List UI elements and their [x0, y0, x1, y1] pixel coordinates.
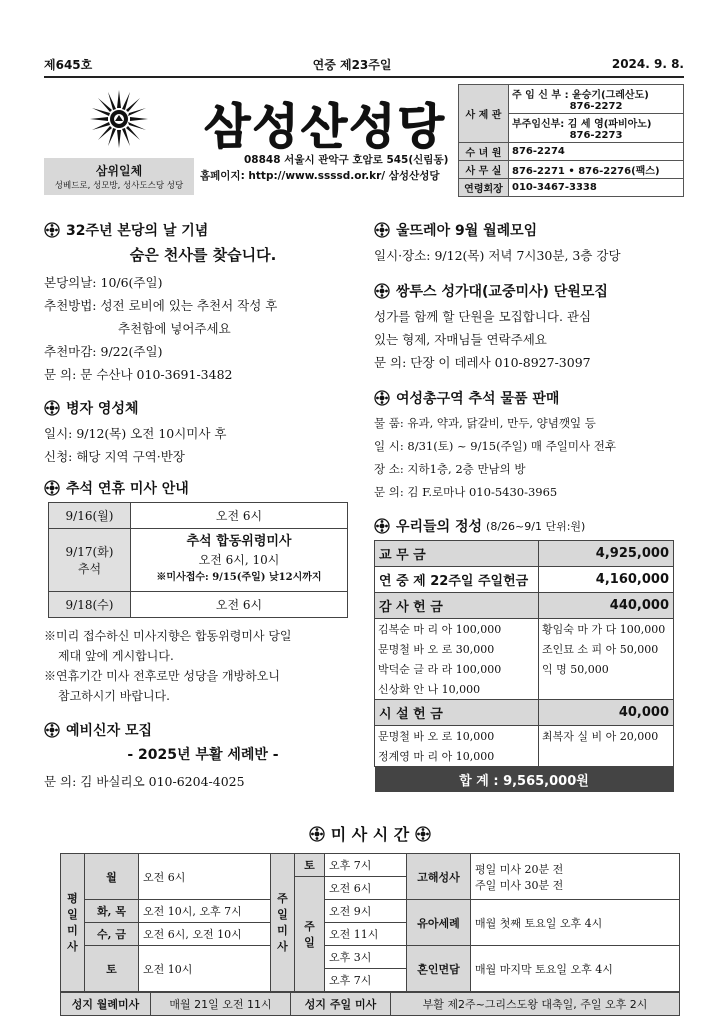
day-time: 오전 6시, 오전 10시 [139, 923, 271, 946]
motto-box [44, 158, 194, 195]
donor-entry: 문명철 바 오 로 30,000 [375, 639, 539, 659]
chuseok-title: 추석 연휴 미사 안내 [66, 481, 189, 497]
day-time: 오후 7시 [325, 969, 407, 992]
donor-entry: 최복자 실 비 아 20,000 [539, 726, 674, 747]
mass-times-table [60, 853, 680, 992]
shrine-sunday-label: 성지 주일 미사 [291, 993, 391, 1016]
office-label: 사 무 실 [459, 161, 509, 179]
marriage-interview-label: 혼인면담 [407, 946, 471, 992]
chuseok-memorial-mass [131, 529, 348, 592]
memorial-mass-deadline: ※미사접수: 9/15(주일) 낮12시까지 [156, 572, 322, 583]
anniversary-title: 32주년 본당의 날 기념 [66, 223, 209, 239]
flower-bullet-icon [44, 222, 60, 238]
offering-period: (8/26~9/1 단위:원) [486, 520, 586, 533]
day-time: 오후 7시 [325, 854, 407, 877]
anniversary-heading [44, 220, 362, 240]
table-row [375, 619, 674, 640]
day-label: 주일 [295, 877, 325, 992]
memorial-mass-times: 오전 6시, 10시 [198, 553, 280, 567]
offering-table [374, 540, 674, 792]
shrine-sunday-time: 부활 제2주~그리스도왕 대축일, 주일 오후 2시 [391, 993, 680, 1016]
sick-apply: 신청: 해당 지역 구역·반장 [44, 449, 185, 464]
anniversary-date: 본당의날: 10/6(주일) [44, 275, 163, 290]
day-label: 월 [85, 854, 139, 900]
offering-row-label: 연 중 제 22주일 주일헌금 [375, 567, 539, 593]
weekday-mass-label: 평일미사 [61, 854, 85, 992]
funeral-council-label: 연령회장 [459, 179, 509, 197]
flower-bullet-icon [44, 480, 60, 496]
left-column [44, 220, 362, 793]
chuseok-date: 9/18(수) [49, 592, 131, 618]
infant-baptism-label: 유아세례 [407, 900, 471, 946]
choir-heading [374, 281, 684, 301]
mass-times-section [60, 822, 680, 1016]
masthead [44, 84, 684, 195]
flower-bullet-icon [44, 722, 60, 738]
choir-line-1: 성가를 함께 할 단원을 모집합니다. 관심 [374, 309, 592, 324]
chuseok-note-1: ※미리 접수하신 미사지향은 합동위령미사 당일 제대 앞에 게시합니다. [44, 629, 292, 663]
convent-phone: 876-2274 [509, 143, 684, 161]
day-label: 화, 목 [85, 900, 139, 923]
assistant-entry [509, 114, 684, 143]
offering-row-label: 감 사 헌 금 [375, 593, 539, 619]
parish-address [200, 152, 448, 184]
day-time: 오전 6시 [139, 854, 271, 900]
table-row [375, 541, 674, 567]
office-phone: 876-2271 • 876-2276(팩스) [509, 161, 684, 179]
pastor-name: 주 임 신 부 : 윤승기(그레산도) [512, 90, 649, 101]
issue-bar [44, 56, 684, 78]
confession-label: 고해성사 [407, 854, 471, 900]
offering-heading [374, 516, 684, 536]
table-row [49, 503, 348, 529]
choir-title: 쌍투스 성가대(교중미사) 단원모집 [396, 284, 608, 300]
table-row [49, 529, 348, 592]
motto-title: 삼위일체 [95, 164, 143, 178]
anniversary-method-cont: 추천함에 넣어주세요 [118, 321, 231, 336]
issue-number: 제645호 [44, 57, 93, 72]
day-time: 오후 3시 [325, 946, 407, 969]
ultreya-heading [374, 220, 684, 240]
table-row [61, 946, 680, 969]
donor-entry: 정계영 마 리 아 10,000 [375, 746, 539, 767]
offering-row-label: 교 무 금 [375, 541, 539, 567]
choir-line-2: 있는 형제, 자매님들 연락주세요 [374, 332, 547, 347]
women-sale-dates: 일 시: 8/31(토) ~ 9/15(주일) 매 주일미사 전후 [374, 439, 617, 453]
table-row [375, 567, 674, 593]
donor-entry: 조인묘 소 피 아 50,000 [539, 639, 674, 659]
women-sale-heading [374, 388, 684, 408]
flower-bullet-icon [44, 400, 60, 416]
flower-bullet-icon [374, 283, 390, 299]
homepage-link[interactable]: 홈페이지: http://www.ssssd.or.kr/ 삼성산성당 [200, 170, 440, 182]
anniversary-deadline: 추천마감: 9/22(주일) [44, 344, 163, 359]
donor-entry [539, 679, 674, 700]
issue-date: 2024. 9. 8. [611, 57, 684, 71]
chuseok-time: 오전 6시 [131, 592, 348, 618]
chuseok-date: 9/17(화) 추석 [49, 529, 131, 592]
funeral-council-phone: 010-3467-3338 [509, 179, 684, 197]
right-column [374, 220, 684, 792]
assistant-name: 부주임신부: 김 세 영(파비아노) [512, 119, 652, 130]
chuseok-heading [44, 478, 362, 498]
day-time: 오전 9시 [325, 900, 407, 923]
sick-time: 일시: 9/12(목) 오전 10시미사 후 [44, 426, 227, 441]
pastor-phone: 876-2272 [569, 101, 623, 112]
chuseok-mass-table [48, 502, 348, 618]
catechumen-subtitle: - 2025년 부활 세례반 - [127, 747, 279, 763]
convent-label: 수 녀 원 [459, 143, 509, 161]
parish-logo-icon [88, 88, 150, 150]
confession-times: 평일 미사 20분 전 주일 미사 30분 전 [471, 854, 680, 900]
women-sale-title: 여성총구역 추석 물품 판매 [396, 391, 560, 407]
offering-row-label: 시 설 헌 금 [375, 700, 539, 726]
table-row [61, 900, 680, 923]
sick-heading [44, 398, 362, 418]
flower-bullet-icon [374, 518, 390, 534]
ultreya-title: 울뜨레아 9월 월례모임 [396, 223, 538, 239]
anniversary-subtitle: 숨은 천사를 찾습니다. [129, 246, 277, 264]
offering-row-amount: 4,160,000 [539, 567, 674, 593]
offering-row-amount: 440,000 [539, 593, 674, 619]
chuseok-time: 오전 6시 [131, 503, 348, 529]
catechumen-contact: 문 의: 김 바실리오 010-6204-4025 [44, 774, 245, 789]
memorial-mass-title: 추석 합동위령미사 [186, 534, 292, 549]
day-label: 토 [85, 946, 139, 992]
table-row [375, 659, 674, 679]
donor-entry [539, 746, 674, 767]
sick-title: 병자 영성체 [66, 401, 139, 417]
chuseok-note-2: ※연휴기간 미사 전후로만 성당을 개방하오니 참고하시기 바랍니다. [44, 669, 280, 703]
day-time: 오전 10시 [139, 946, 271, 992]
shrine-monthly-time: 매월 21일 오전 11시 [151, 993, 291, 1016]
women-sale-place: 장 소: 지하1층, 2층 만남의 방 [374, 462, 526, 476]
offering-row-amount: 40,000 [539, 700, 674, 726]
marriage-interview-time: 매월 마지막 토요일 오후 4시 [471, 946, 680, 992]
donor-entry: 박덕순 글 라 라 100,000 [375, 659, 539, 679]
offering-row-amount: 4,925,000 [539, 541, 674, 567]
sunday-mass-label: 주일미사 [271, 854, 295, 992]
donor-entry: 문명철 바 오 로 10,000 [375, 726, 539, 747]
women-sale-items: 물 품: 유과, 약과, 닭갈비, 만두, 양념깻잎 등 [374, 416, 596, 430]
shrine-mass-table [60, 992, 680, 1016]
table-row [375, 726, 674, 747]
day-label: 수, 금 [85, 923, 139, 946]
rectory-label: 사 제 관 [459, 85, 509, 143]
flower-bullet-icon [309, 826, 325, 842]
women-sale-contact: 문 의: 김 F.로마나 010-5430-3965 [374, 485, 558, 499]
table-row [375, 679, 674, 700]
table-row [61, 854, 680, 877]
mass-times-heading [60, 822, 680, 845]
catechumen-title: 예비신자 모집 [66, 723, 153, 739]
choir-contact: 문 의: 단장 이 데레사 010-8927-3097 [374, 355, 591, 370]
parish-name: 삼성산성당 [204, 99, 446, 155]
catechumen-heading [44, 720, 362, 740]
day-time: 오전 6시 [325, 877, 407, 900]
anniversary-contact: 문 의: 문 수산나 010-3691-3482 [44, 367, 233, 382]
donor-entry: 김복순 마 리 아 100,000 [375, 619, 539, 640]
table-row [375, 593, 674, 619]
infant-baptism-time: 매월 첫째 토요일 오후 4시 [471, 900, 680, 946]
table-row [375, 639, 674, 659]
flower-bullet-icon [374, 222, 390, 238]
table-row [375, 767, 674, 793]
assistant-phone: 876-2273 [569, 130, 623, 141]
day-time: 오전 10시, 오후 7시 [139, 900, 271, 923]
mass-times-title: 미 사 시 간 [330, 825, 410, 844]
shrine-monthly-label: 성지 월례미사 [61, 993, 151, 1016]
patron-saints: 성베드로, 성모방, 성사도스당 성당 [54, 181, 184, 191]
donor-entry: 신상화 안 나 10,000 [375, 679, 539, 700]
day-label: 토 [295, 854, 325, 877]
liturgical-week: 연중 제23주일 [312, 57, 392, 72]
day-time: 오전 11시 [325, 923, 407, 946]
postal-address: 08848 서울시 관악구 호암로 545(신림동) [244, 154, 449, 166]
table-row [375, 700, 674, 726]
flower-bullet-icon [374, 390, 390, 406]
flower-bullet-icon [415, 826, 431, 842]
donor-entry: 황임숙 마 가 다 100,000 [539, 619, 674, 640]
anniversary-method: 추천방법: 성전 로비에 있는 추천서 작성 후 [44, 298, 278, 313]
pastor-entry [509, 85, 684, 114]
offering-title: 우리들의 정성 [396, 519, 483, 535]
ultreya-time: 일시·장소: 9/12(목) 저녁 7시30분, 3층 강당 [374, 248, 621, 263]
offering-total: 합 계 : 9,565,000원 [375, 767, 674, 793]
clergy-contact-table [458, 84, 684, 197]
donor-entry: 익 명 50,000 [539, 659, 674, 679]
table-row [49, 592, 348, 618]
table-row [61, 993, 680, 1016]
table-row [375, 746, 674, 767]
chuseok-date: 9/16(월) [49, 503, 131, 529]
